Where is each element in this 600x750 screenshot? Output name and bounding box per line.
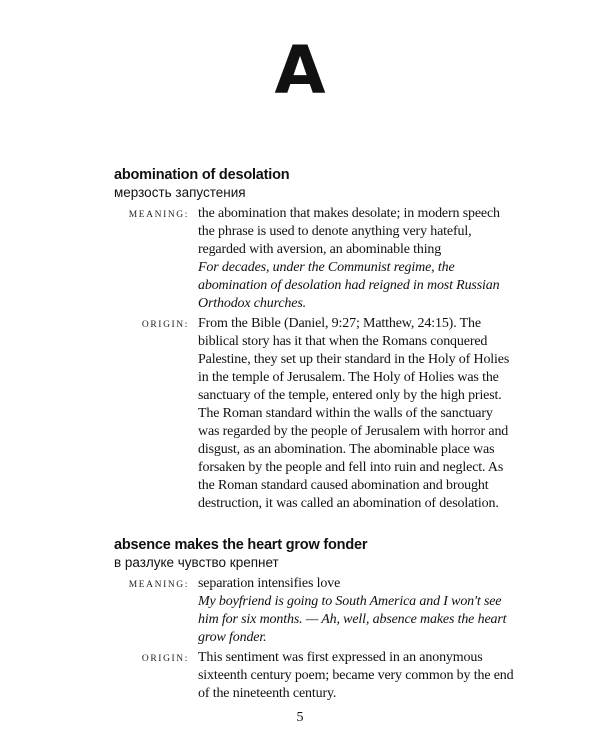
origin-label: ORIGIN: — [141, 320, 189, 330]
example-text: For decades, under the Communist regime, the abomination of desolation had reigned in most Russian Orthodox churches. — [198, 260, 500, 311]
origin-section — [114, 315, 514, 513]
entry-russian-translation: в разлуке чувство крепнет — [114, 555, 279, 570]
entry-russian-translation: мерзость запустения — [114, 185, 246, 200]
page-number: 5 — [296, 710, 304, 725]
meaning-text: the abomination that makes desolate; in modern speech the phrase is used to denote anything very hateful, regarded with aversion, an abominable thing — [198, 206, 500, 257]
meaning-text: separation intensifies love — [198, 576, 341, 591]
meaning-section — [114, 575, 514, 647]
entry-headword: abomination of desolation — [114, 167, 290, 183]
meaning-label: MEANING: — [128, 580, 189, 590]
origin-text: This sentiment was first expressed in an anonymous sixteenth century poem; became very common by the end of the nineteenth century. — [198, 650, 514, 701]
entry-headword: absence makes the heart grow fonder — [114, 537, 368, 553]
dictionary-entry — [114, 536, 514, 703]
meaning-label: MEANING: — [128, 210, 189, 220]
page-letter-heading: A — [274, 32, 326, 109]
dictionary-entry — [114, 166, 514, 513]
origin-section — [114, 649, 514, 703]
meaning-section — [114, 205, 514, 313]
origin-text: From the Bible (Daniel, 9:27; Matthew, 24:15). The biblical story has it that when the Romans conquered Palestine, they set up their standard in the Holy of Holies in the temple of Jerusalem. The Holy of Holies was the sanctuary of the temple, entered only by the high priest. The Roman standard within the walls of the sanctuary was regarded by the people of Jerusalem with horror and disgust, as an abomination. The abominable place was forsaken by the people and fell into ruin and neglect. As the Roman standard caused abomination and brought destruction, it was called an abomination of desolation. — [198, 316, 510, 511]
example-text: My boyfriend is going to South America and I won't see him for six months. — Ah, well, absence makes the heart grow fonder. — [198, 594, 507, 645]
origin-label: ORIGIN: — [141, 654, 189, 664]
